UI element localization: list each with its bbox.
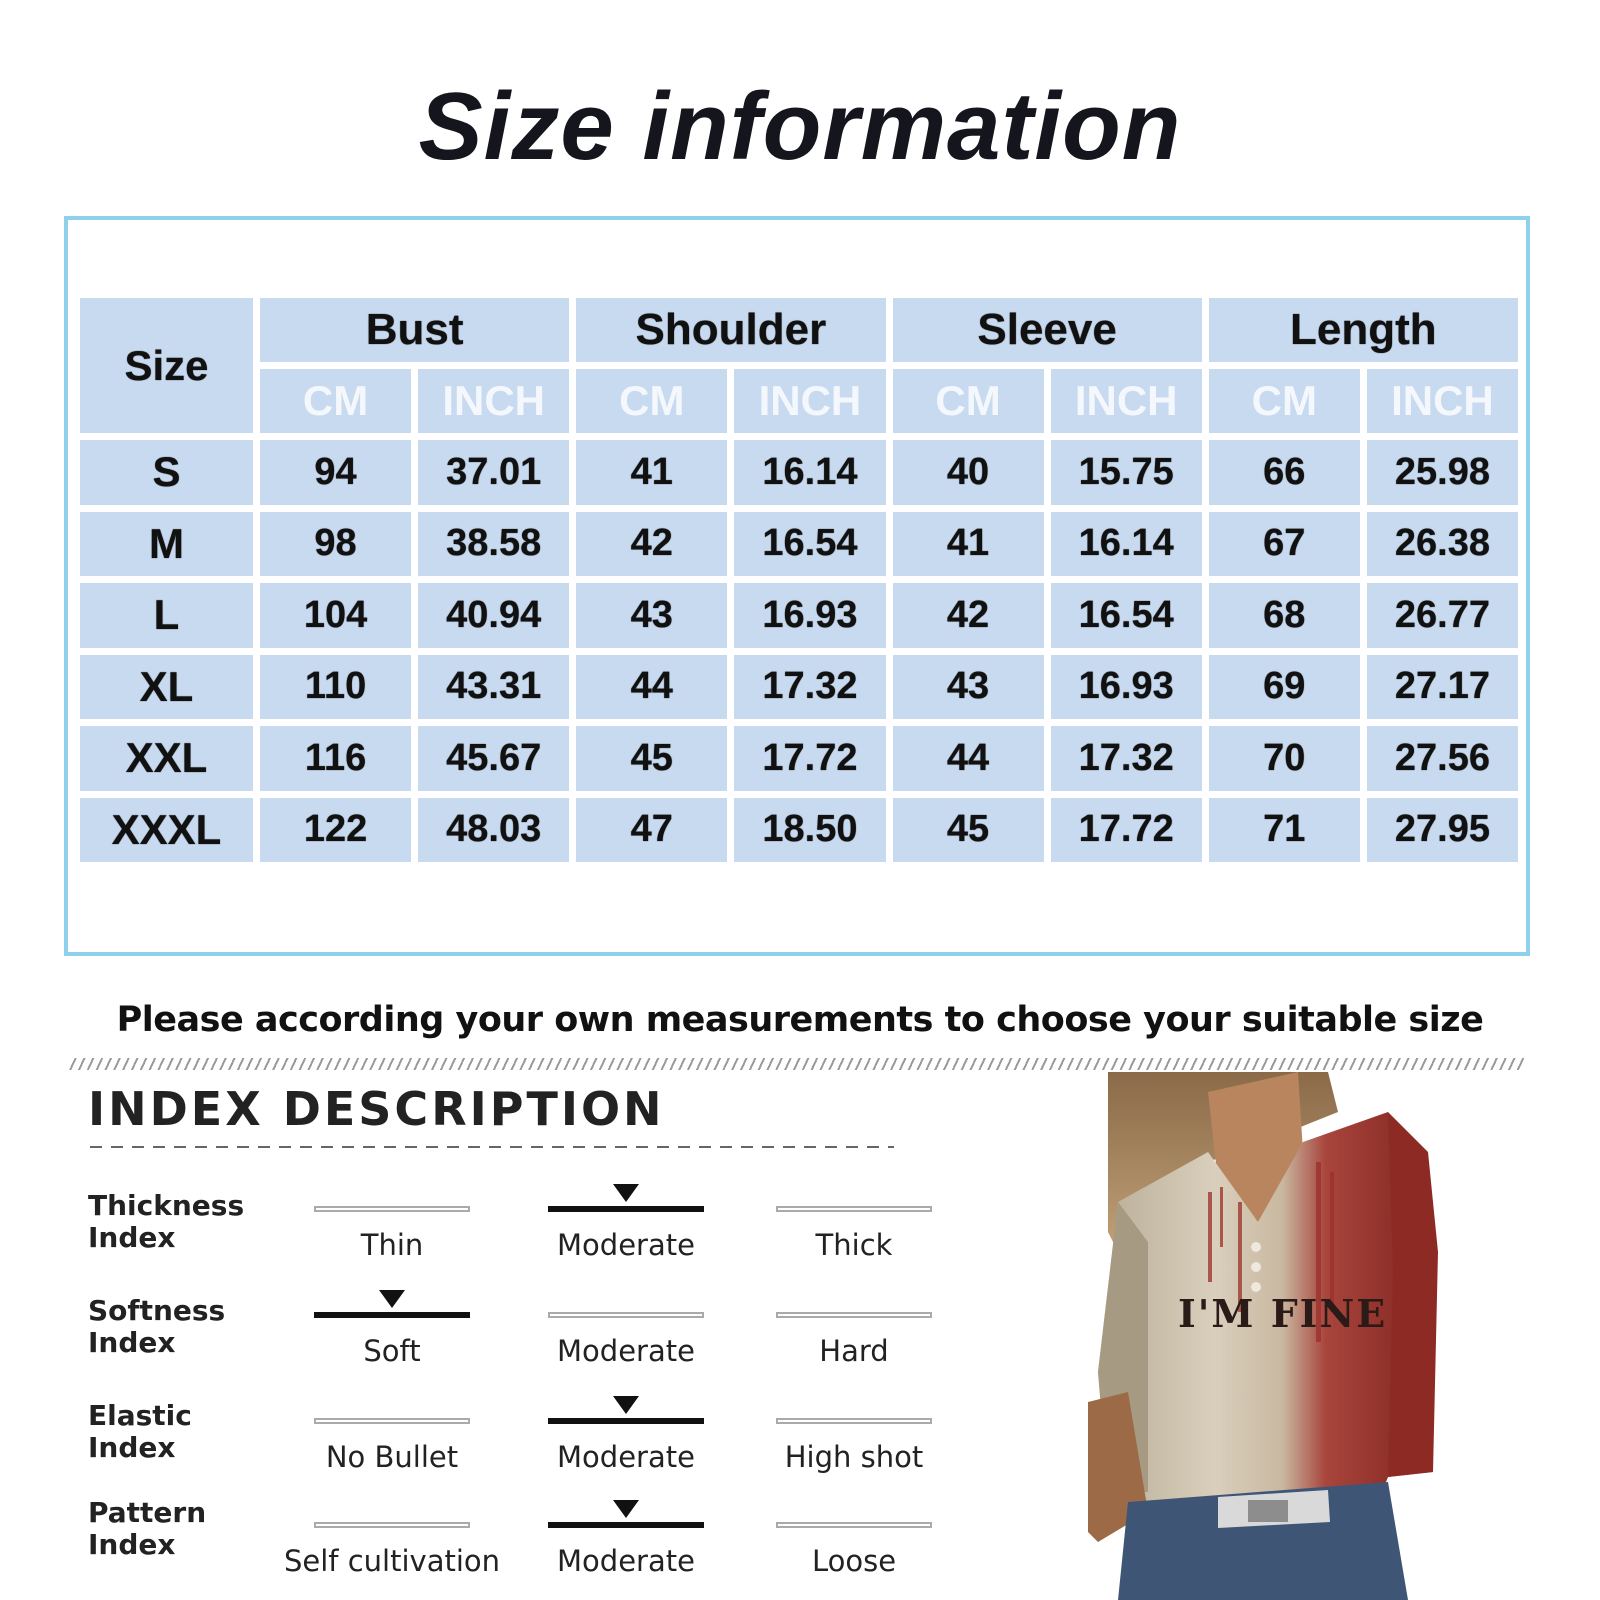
measurement-cell: 37.01 bbox=[418, 440, 569, 505]
index-label-line: Index bbox=[88, 1431, 176, 1464]
measurement-cell: 42 bbox=[576, 512, 727, 577]
measurement-cell: 41 bbox=[576, 440, 727, 505]
index-scale-bar bbox=[776, 1206, 932, 1212]
measurement-cell: 116 bbox=[260, 726, 411, 791]
size-advice-note: Please according your own measurements to choose your suitable size bbox=[116, 1000, 1484, 1040]
measurement-cell: 26.38 bbox=[1367, 512, 1518, 577]
measurement-cell: 38.58 bbox=[418, 512, 569, 577]
measurement-cell: 27.95 bbox=[1367, 798, 1518, 863]
column-group-bust: Bust bbox=[260, 298, 569, 362]
index-option-label: Thin bbox=[360, 1228, 424, 1262]
index-option-label: Moderate bbox=[557, 1334, 695, 1368]
index-label bbox=[88, 1295, 288, 1359]
measurement-cell: 71 bbox=[1209, 798, 1360, 863]
selected-marker-icon bbox=[379, 1290, 405, 1308]
selected-marker-icon bbox=[613, 1396, 639, 1414]
unit-header: INCH bbox=[418, 369, 569, 433]
index-label-line: Index bbox=[88, 1326, 176, 1359]
selected-marker-icon bbox=[613, 1500, 639, 1518]
index-option-label: Moderate bbox=[557, 1228, 695, 1262]
product-photo bbox=[1088, 1072, 1600, 1600]
measurement-cell: 45 bbox=[576, 726, 727, 791]
measurement-cell: 42 bbox=[893, 583, 1044, 648]
measurement-cell: 44 bbox=[576, 655, 727, 720]
size-label: XXL bbox=[80, 726, 253, 791]
unit-header: CM bbox=[576, 369, 727, 433]
unit-header: INCH bbox=[1367, 369, 1518, 433]
index-label-line: Index bbox=[88, 1528, 176, 1561]
measurement-cell: 16.93 bbox=[1051, 655, 1202, 720]
measurement-cell: 18.50 bbox=[734, 798, 885, 863]
unit-header: INCH bbox=[734, 369, 885, 433]
measurement-cell: 104 bbox=[260, 583, 411, 648]
size-label: S bbox=[80, 440, 253, 505]
measurement-cell: 70 bbox=[1209, 726, 1360, 791]
measurement-cell: 17.32 bbox=[734, 655, 885, 720]
index-option-label: Moderate bbox=[557, 1544, 695, 1578]
unit-header: CM bbox=[260, 369, 411, 433]
index-label-line: Elastic bbox=[88, 1399, 192, 1432]
index-label-line: Index bbox=[88, 1221, 176, 1254]
column-group-sleeve: Sleeve bbox=[893, 298, 1202, 362]
index-option-label: Loose bbox=[811, 1544, 897, 1578]
measurement-cell: 16.14 bbox=[1051, 512, 1202, 577]
index-scale-bar bbox=[776, 1418, 932, 1424]
page-title: Size information bbox=[418, 73, 1182, 180]
index-scale-bar bbox=[314, 1418, 470, 1424]
measurement-cell: 25.98 bbox=[1367, 440, 1518, 505]
index-scale-bar bbox=[776, 1522, 932, 1528]
index-option-label: Moderate bbox=[557, 1440, 695, 1474]
measurement-cell: 17.72 bbox=[1051, 798, 1202, 863]
measurement-cell: 45 bbox=[893, 798, 1044, 863]
index-option-label: Hard bbox=[819, 1334, 889, 1368]
measurement-cell: 98 bbox=[260, 512, 411, 577]
index-scale-bar bbox=[548, 1418, 704, 1424]
unit-header: CM bbox=[1209, 369, 1360, 433]
index-label-line: Pattern bbox=[88, 1496, 207, 1529]
measurement-cell: 26.77 bbox=[1367, 583, 1518, 648]
measurement-cell: 16.54 bbox=[1051, 583, 1202, 648]
measurement-cell: 48.03 bbox=[418, 798, 569, 863]
measurement-cell: 43 bbox=[576, 583, 727, 648]
index-label bbox=[88, 1497, 288, 1561]
size-chart-frame bbox=[64, 216, 1530, 956]
index-option-label: Thick bbox=[815, 1228, 893, 1262]
size-header: Size bbox=[80, 298, 253, 433]
index-option-label: Soft bbox=[363, 1334, 421, 1368]
column-group-shoulder: Shoulder bbox=[576, 298, 885, 362]
index-scale-bar bbox=[314, 1206, 470, 1212]
shirt-print-text: I'M FINE bbox=[1178, 1291, 1388, 1336]
index-scale-bar bbox=[548, 1312, 704, 1318]
divider bbox=[68, 1058, 1524, 1070]
index-scale-bar bbox=[776, 1312, 932, 1318]
size-label: XXXL bbox=[80, 798, 253, 863]
index-option-label: Self cultivation bbox=[283, 1544, 501, 1578]
measurement-cell: 44 bbox=[893, 726, 1044, 791]
index-scale-bar bbox=[548, 1522, 704, 1528]
measurement-cell: 45.67 bbox=[418, 726, 569, 791]
measurement-cell: 94 bbox=[260, 440, 411, 505]
measurement-cell: 40 bbox=[893, 440, 1044, 505]
measurement-cell: 27.56 bbox=[1367, 726, 1518, 791]
column-group-length: Length bbox=[1209, 298, 1518, 362]
index-label bbox=[88, 1190, 288, 1254]
index-scale-bar bbox=[314, 1312, 470, 1318]
measurement-cell: 122 bbox=[260, 798, 411, 863]
measurement-cell: 41 bbox=[893, 512, 1044, 577]
measurement-cell: 17.72 bbox=[734, 726, 885, 791]
size-label: XL bbox=[80, 655, 253, 720]
index-label-line: Thickness bbox=[88, 1189, 245, 1222]
size-chart-table bbox=[80, 298, 1518, 862]
selected-marker-icon bbox=[613, 1184, 639, 1202]
size-label: L bbox=[80, 583, 253, 648]
measurement-cell: 110 bbox=[260, 655, 411, 720]
measurement-cell: 17.32 bbox=[1051, 726, 1202, 791]
measurement-cell: 27.17 bbox=[1367, 655, 1518, 720]
dashed-divider bbox=[90, 1146, 894, 1148]
measurement-cell: 16.54 bbox=[734, 512, 885, 577]
index-label bbox=[88, 1400, 288, 1464]
measurement-cell: 69 bbox=[1209, 655, 1360, 720]
index-scale-bar bbox=[314, 1522, 470, 1528]
measurement-cell: 43.31 bbox=[418, 655, 569, 720]
index-description-title: INDEX DESCRIPTION bbox=[88, 1082, 665, 1136]
index-label-line: Softness bbox=[88, 1294, 226, 1327]
measurement-cell: 15.75 bbox=[1051, 440, 1202, 505]
index-scale-bar bbox=[548, 1206, 704, 1212]
measurement-cell: 68 bbox=[1209, 583, 1360, 648]
measurement-cell: 43 bbox=[893, 655, 1044, 720]
measurement-cell: 40.94 bbox=[418, 583, 569, 648]
measurement-cell: 67 bbox=[1209, 512, 1360, 577]
index-option-label: High shot bbox=[784, 1440, 924, 1474]
size-label: M bbox=[80, 512, 253, 577]
unit-header: CM bbox=[893, 369, 1044, 433]
index-option-label: No Bullet bbox=[325, 1440, 459, 1474]
measurement-cell: 47 bbox=[576, 798, 727, 863]
unit-header: INCH bbox=[1051, 369, 1202, 433]
measurement-cell: 16.93 bbox=[734, 583, 885, 648]
measurement-cell: 66 bbox=[1209, 440, 1360, 505]
measurement-cell: 16.14 bbox=[734, 440, 885, 505]
